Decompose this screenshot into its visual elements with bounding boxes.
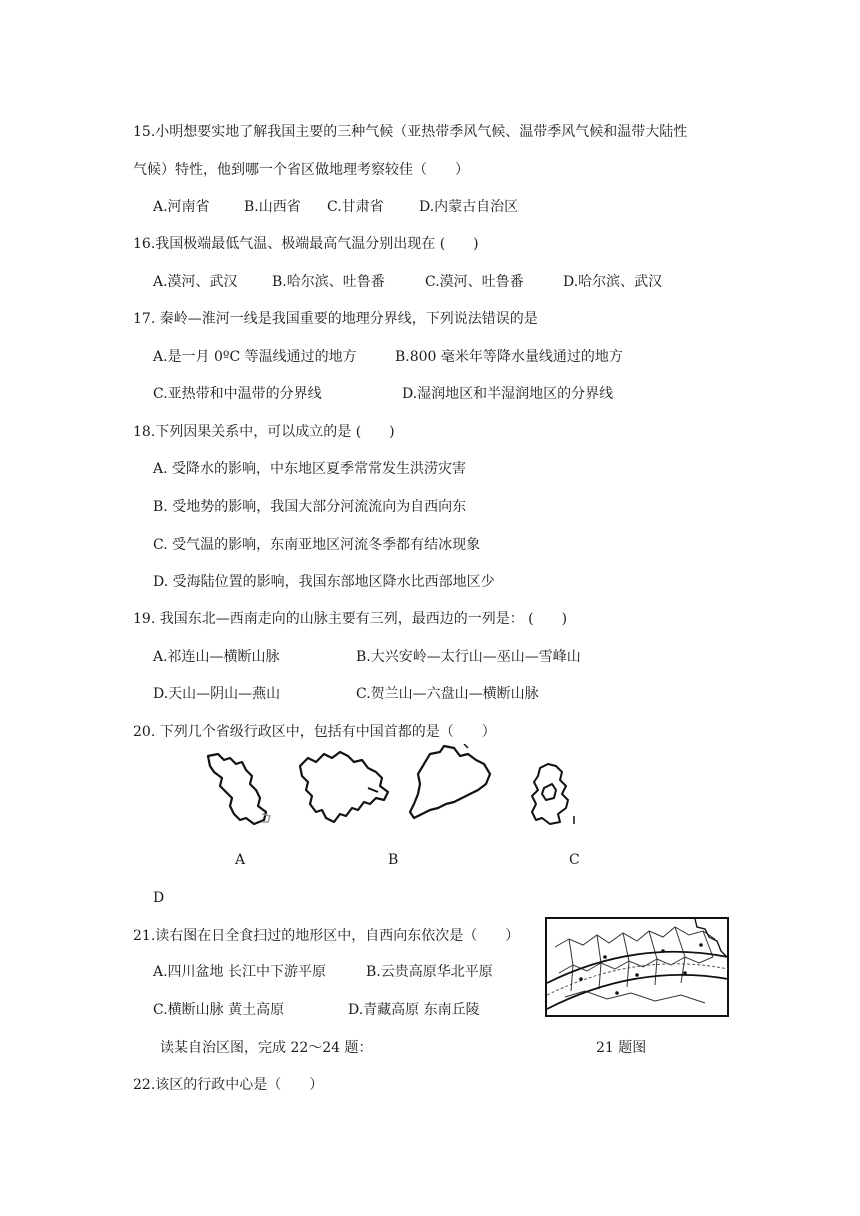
q22-stem: 22.该区的行政中心是（ ） [133, 1077, 324, 1093]
q19-option-a: A.祁连山—横断山脉 [153, 649, 280, 665]
province-outline-a [196, 752, 276, 828]
q16-stem: 16.我国极端最低气温、极端最高气温分别出现在 ( ) [133, 236, 479, 252]
province-outline-d [526, 760, 582, 828]
q21-figure-caption: 21 题图 [596, 1040, 647, 1056]
q21-option-b: B.云贵高原华北平原 [366, 964, 493, 980]
q19-option-c: C.贺兰山—六盘山—横断山脉 [356, 686, 539, 702]
eclipse-path-map [545, 917, 729, 1017]
q21-option-c: C.横断山脉 黄土高原 [153, 1002, 285, 1018]
q15-stem-line2: 气候）特性，他到哪一个省区做地理考察较佳（ ） [133, 162, 469, 178]
q19-stem: 19. 我国东北—西南走向的山脉主要有三列，最西边的一列是： ( ) [133, 611, 568, 627]
q15-option-d: D.内蒙古自治区 [419, 199, 519, 215]
q18-option-b: B. 受地势的影响，我国大部分河流流向为自西向东 [153, 499, 467, 515]
q18-option-d: D. 受海陆位置的影响，我国东部地区降水比西部地区少 [153, 574, 495, 590]
q21-option-a: A.四川盆地 长江中下游平原 [153, 964, 327, 980]
q15-option-c: C.甘肃省 [327, 199, 384, 215]
q16-option-a: A.漠河、武汉 [153, 274, 238, 290]
q21-stem: 21.读右图在日全食扫过的地形区中，自西向东依次是（ ） [133, 928, 520, 944]
q17-stem: 17. 秦岭—淮河一线是我国重要的地理分界线，下列说法错误的是 [133, 311, 538, 327]
q16-option-d: D.哈尔滨、武汉 [563, 274, 663, 290]
q16-option-b: B.哈尔滨、吐鲁番 [272, 274, 385, 290]
q18-option-a: A. 受降水的影响，中东地区夏季常常发生洪涝灾害 [153, 461, 467, 477]
q21-option-d: D.青藏高原 东南丘陵 [348, 1002, 480, 1018]
q16-option-c: C.漠河、吐鲁番 [425, 274, 524, 290]
q20-stem: 20. 下列几个省级行政区中，包括有中国首都的是（ ） [133, 724, 496, 740]
q18-stem: 18.下列因果关系中，可以成立的是 ( ) [133, 424, 395, 440]
q17-option-a: A.是一月 0ºC 等温线通过的地方 [153, 349, 357, 365]
q15-stem-line1: 15.小明想要实地了解我国主要的三种气候（亚热带季风气候、温带季风气候和温带大陆性 [133, 124, 688, 140]
q17-option-b: B.800 毫米年等降水量线通过的地方 [395, 349, 623, 365]
q15-option-a: A.河南省 [153, 199, 210, 215]
q20-label-d: D [153, 890, 165, 906]
q20-label-b: B [388, 852, 399, 868]
q20-label-c: C [569, 852, 580, 868]
q19-option-b: B.大兴安岭—太行山—巫山—雪峰山 [356, 649, 581, 665]
q17-option-c: C.亚热带和中温带的分界线 [153, 386, 322, 402]
q18-option-c: C. 受气温的影响，东南亚地区河流冬季都有结冰现象 [153, 537, 481, 553]
q20-label-a: A [235, 852, 246, 868]
q19-option-d: D.天山—阴山—燕山 [153, 686, 281, 702]
province-outline-b [296, 748, 392, 828]
province-outline-c [404, 744, 500, 824]
intro-22-24: 读某自治区图，完成 22～24 题： [160, 1040, 373, 1056]
q15-option-b: B.山西省 [244, 199, 301, 215]
q17-option-d: D.湿润地区和半湿润地区的分界线 [402, 386, 614, 402]
